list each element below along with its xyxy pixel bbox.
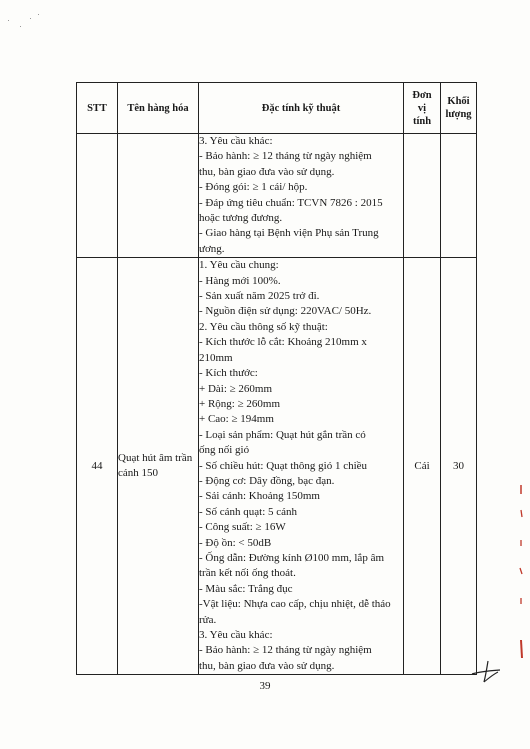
spec-line: - Hàng mới 100%. bbox=[199, 274, 281, 287]
spec-line: - Sải cánh: Khoảng 150mm bbox=[199, 490, 320, 503]
spec-line: 210mm bbox=[199, 351, 233, 364]
table-header-row bbox=[77, 83, 477, 134]
spec-line: thu, bàn giao đưa vào sử dụng. bbox=[199, 659, 335, 672]
header-quantity bbox=[441, 83, 477, 134]
technical-spec-table bbox=[76, 82, 477, 675]
spec-line: - Số cánh quạt: 5 cánh bbox=[199, 505, 298, 518]
spec-line: - Công suất: ≥ 16W bbox=[199, 521, 286, 534]
page-number: 39 bbox=[259, 680, 271, 692]
scan-speck bbox=[20, 26, 21, 27]
spec-line: + Dài: ≥ 260mm bbox=[199, 382, 273, 395]
spec-line: - Kích thước lỗ cắt: Khoảng 210mm x bbox=[199, 336, 367, 349]
table-row bbox=[77, 134, 477, 258]
spec-line: 3. Yêu cầu khác: bbox=[199, 135, 273, 147]
header-technical-spec: Đặc tính kỹ thuật bbox=[199, 83, 404, 134]
header-item-name: Tên hàng hóa bbox=[118, 83, 199, 134]
header-quantity-line: lượng bbox=[445, 109, 472, 120]
spec-line: - Nguồn điện sử dụng: 220VAC/ 50Hz. bbox=[199, 305, 372, 318]
spec-line: - Kích thước: bbox=[199, 367, 258, 380]
spec-line: + Rộng: ≥ 260mm bbox=[199, 397, 280, 410]
spec-line: rửa. bbox=[199, 613, 217, 626]
row-unit: Cái bbox=[404, 258, 441, 675]
row-quantity: 30 bbox=[441, 258, 477, 675]
spec-line: 2. Yêu cầu thông số kỹ thuật: bbox=[199, 320, 328, 333]
spec-line: + Cao: ≥ 194mm bbox=[199, 413, 274, 426]
row-spec bbox=[199, 134, 404, 258]
spec-line: ương. bbox=[199, 242, 225, 255]
spec-line: - Đáp ứng tiêu chuẩn: TCVN 7826 : 2015 bbox=[199, 196, 383, 209]
spec-line: - Màu sắc: Trắng đục bbox=[199, 582, 293, 595]
header-stt: STT bbox=[77, 83, 118, 134]
spec-line: - Sản xuất năm 2025 trở đi. bbox=[199, 290, 320, 303]
row-stt bbox=[77, 134, 118, 258]
header-unit-line: vị bbox=[417, 102, 427, 114]
row-item-name bbox=[118, 134, 199, 258]
scan-speck bbox=[38, 14, 39, 15]
scan-speck bbox=[8, 20, 9, 21]
row-unit bbox=[404, 134, 441, 258]
spec-line: trần kết nối ống thoát. bbox=[199, 567, 296, 580]
header-unit-line: Đơn bbox=[412, 89, 432, 101]
spec-line: hoặc tương đương. bbox=[199, 212, 283, 225]
row-quantity bbox=[441, 134, 477, 258]
spec-line: - Đóng gói: ≥ 1 cái/ hộp. bbox=[199, 181, 308, 194]
spec-line: 3. Yêu cầu khác: bbox=[199, 629, 273, 641]
spec-line: - Bảo hành: ≥ 12 tháng từ ngày nghiệm bbox=[199, 644, 372, 657]
spec-line: - Giao hàng tại Bệnh viện Phụ sản Trung bbox=[199, 227, 379, 240]
scan-speck bbox=[30, 18, 31, 19]
spec-line: thu, bàn giao đưa vào sử dụng. bbox=[199, 165, 335, 178]
margin-stamp-marks bbox=[516, 480, 526, 670]
spec-line: - Ống dẫn: Đường kính Ø100 mm, lắp âm bbox=[199, 551, 385, 564]
handwritten-initial-mark bbox=[470, 658, 504, 684]
spec-line: - Động cơ: Dây đồng, bạc đạn. bbox=[199, 474, 335, 487]
spec-line: - Số chiều hút: Quạt thông gió 1 chiều bbox=[199, 459, 368, 472]
spec-line: 1. Yêu cầu chung: bbox=[199, 259, 279, 272]
row-spec bbox=[199, 258, 404, 675]
spec-line: - Độ ồn: < 50dB bbox=[199, 536, 272, 549]
header-unit-line: tính bbox=[412, 115, 432, 127]
table-row bbox=[77, 258, 477, 675]
spec-line: - Loại sản phẩm: Quạt hút gắn trần có bbox=[199, 428, 366, 441]
spec-line: -Vật liệu: Nhựa cao cấp, chịu nhiệt, dễ tháo bbox=[199, 598, 391, 611]
header-quantity-line: Khối bbox=[447, 96, 470, 107]
spec-line: - Bảo hành: ≥ 12 tháng từ ngày nghiệm bbox=[199, 150, 372, 163]
header-unit bbox=[404, 83, 441, 134]
spec-line: ống nối gió bbox=[199, 444, 250, 457]
row-stt: 44 bbox=[77, 258, 118, 675]
row-item-name: Quạt hút âm trần cánh 150 bbox=[118, 258, 199, 675]
